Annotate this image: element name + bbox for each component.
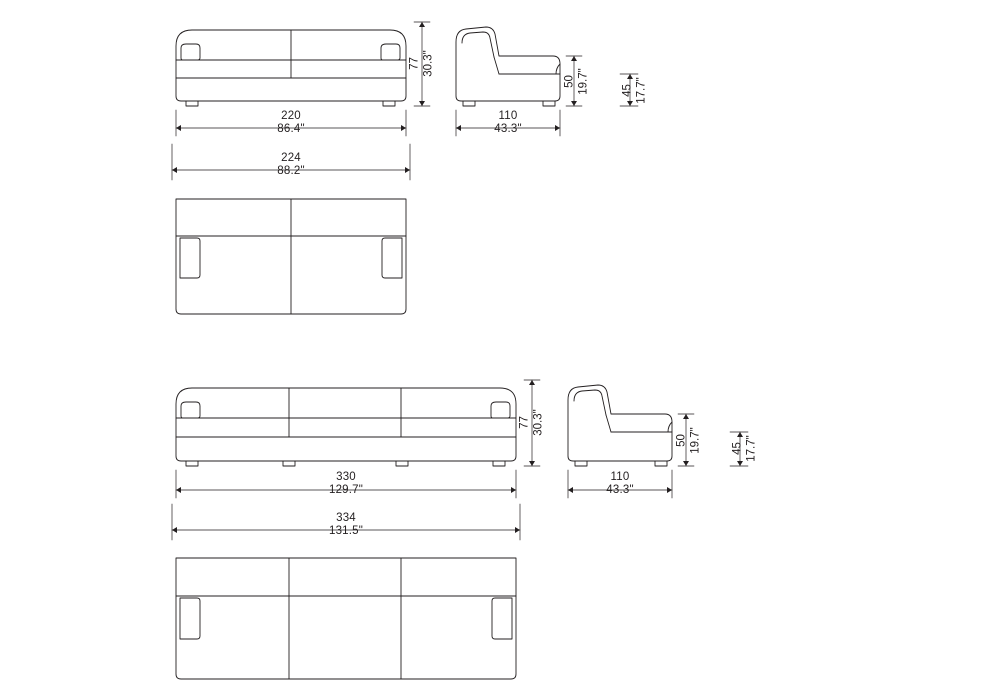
dim-label-width-overall-two-seater [236,152,346,178]
dim-metric: 220 [281,110,301,122]
dim-label-width-seat-three-seater [291,471,401,497]
three-seater-front-elevation [176,388,516,466]
dim-metric: 45 [731,442,744,455]
dim-metric: 50 [675,434,688,447]
dim-label-height-two-seater [409,34,422,94]
dim-metric: 45 [621,84,634,97]
dim-imperial: 19.7" [577,68,590,95]
dim-imperial: 43.3" [494,123,522,135]
dim-metric: 110 [610,471,630,483]
dim-label-back-height-three-seater [676,413,689,469]
dim-imperial: 30.3" [532,409,545,436]
dim-label-width-overall-three-seater [291,512,401,538]
three-seater-top-plan [176,558,516,679]
dim-label-seat-height-three-seater [732,421,745,477]
dim-imperial: 131.5" [328,525,364,537]
dim-metric: 224 [281,152,301,164]
dim-label-depth-three-seater [565,471,675,497]
dim-imperial: 86.4" [277,123,305,135]
two-seater-side-elevation [456,27,560,106]
dim-imperial: 17.7" [635,77,648,104]
dim-label-seat-height-imperial-three-seater [746,421,759,477]
dim-metric: 110 [498,110,518,122]
dim-label-width-seat-two-seater [236,110,346,136]
dim-label-back-height-two-seater [564,54,577,110]
two-seater-top-plan [176,199,406,314]
dim-label-seat-height-two-seater [622,63,635,119]
dim-metric: 334 [336,512,356,524]
dim-label-seat-height-imperial-two-seater [636,63,649,119]
dim-label-height-imperial-three-seater [533,393,546,453]
dim-imperial: 129.7" [328,484,364,496]
dim-imperial: 43.3" [606,484,634,496]
dim-imperial: 88.2" [277,165,305,177]
dim-metric: 330 [336,471,356,483]
dim-label-back-height-imperial-two-seater [578,54,591,110]
dim-imperial: 17.7" [745,435,758,462]
dim-imperial: 19.7" [689,427,702,454]
dim-label-height-three-seater [519,393,532,453]
two-seater-front-elevation [176,30,406,106]
dim-label-depth-two-seater [453,110,563,136]
dim-label-back-height-imperial-three-seater [690,413,703,469]
three-seater-side-elevation [568,385,672,466]
dim-metric: 77 [408,57,421,70]
dim-metric: 77 [518,416,531,429]
dim-metric: 50 [563,75,576,88]
dim-label-height-imperial-two-seater [423,34,436,94]
dim-imperial: 30.3" [422,50,435,77]
